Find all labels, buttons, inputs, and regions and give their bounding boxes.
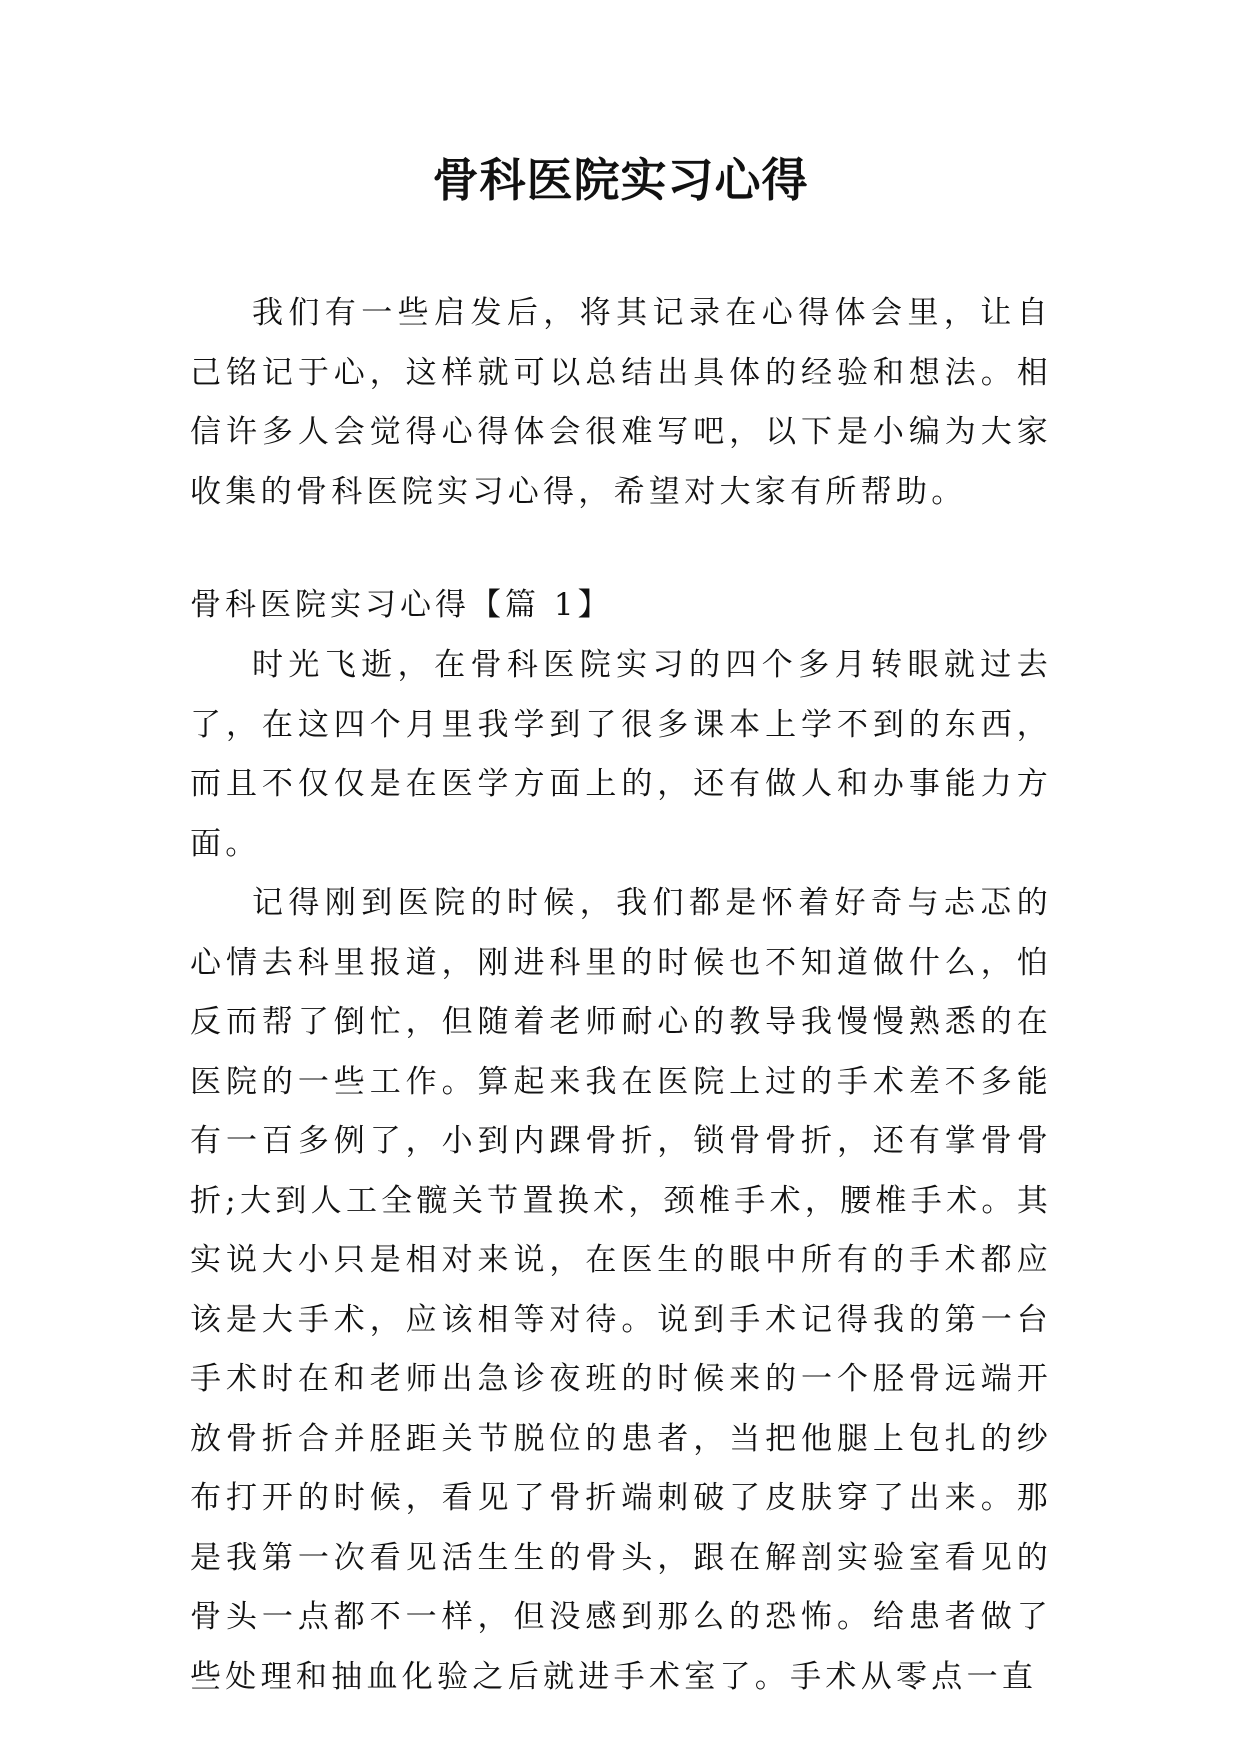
document-title: 骨科医院实习心得 xyxy=(432,153,809,207)
body-paragraph-2: 记得刚到医院的时候，我们都是怀着好奇与忐忑的心情去科里报道，刚进科里的时候也不知道做什么，怕反而帮了倒忙，但随着老师耐心的教导我慢慢熟悉的在医院的一些工作。算起来我在医院上过的手术差不多能有一百多例了，小到内踝骨折，锁骨骨折，还有掌骨骨折;大到人工全髋关节置换术，颈椎手术，腰椎手术。其实说大小只是相对来说，在医生的眼中所有的手术都应该是大手术，应该相等对待。说到手术记得我的第一台手术时在和老师出急诊夜班的时候来的一个胫骨远端开放骨折合并胫距关节脱位的患者，当把他腿上包扎的纱布打开的时候，看见了骨折端刺破了皮肤穿了出来。那是我第一次看见活生生的骨头，跟在解剖实验室看见的骨头一点都不一样，但没感到那么的恐怖。给患者做了些处理和抽血化验之后就进手术室了。手术从零点一直 xyxy=(190,885,1052,1695)
section-heading: 骨科医院实习心得【篇 1】 xyxy=(190,587,613,623)
body-paragraph-1: 时光飞逝，在骨科医院实习的四个多月转眼就过去了，在这四个月里我学到了很多课本上学不到的东西，而且不仅仅是在医学方面上的，还有做人和办事能力方面。 xyxy=(190,647,1052,862)
intro-paragraph: 我们有一些启发后，将其记录在心得体会里，让自己铭记于心，这样就可以总结出具体的经验和想法。相信许多人会觉得心得体会很难写吧，以下是小编为大家收集的骨科医院实习心得，希望对大家有所帮助。 xyxy=(190,295,1052,510)
section-body xyxy=(190,636,1052,1707)
intro-section xyxy=(190,284,1052,522)
